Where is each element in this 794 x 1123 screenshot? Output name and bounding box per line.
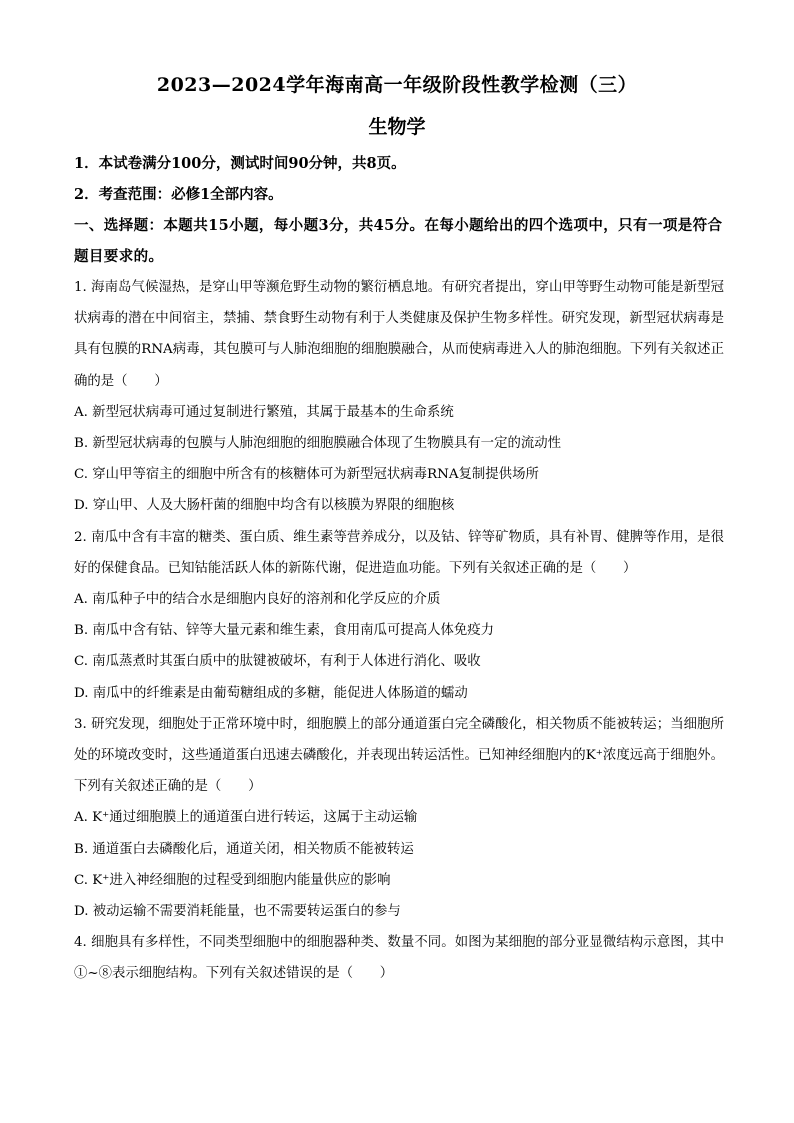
question-stem: 1. 海南岛气候湿热，是穿山甲等濒危野生动物的繁衍栖息地。有研究者提出，穿山甲等野生动物可能是新型冠状病毒的潜在中间宿主，禁捕、禁食野生动物有利于人类健康及保护生物多样性。研究发现，新型冠状病毒是具有包膜的RNA病毒，其包膜可与人肺泡细胞的细胞膜融合，从而使病毒进入人的肺泡细胞。下列有关叙述正确的是（ ） <box>74 280 724 389</box>
exam-note-2: 2．考查范围：必修1全部内容。 <box>74 186 283 203</box>
option-a: A. K⁺通过细胞膜上的通道蛋白进行转运，这属于主动运输 <box>74 810 418 826</box>
question-3 <box>74 709 724 927</box>
option-b: B. 南瓜中含有钴、锌等大量元素和维生素，食用南瓜可提高人体免疫力 <box>74 623 495 639</box>
exam-note-1: 1．本试卷满分100分，测试时间90分钟，共8页。 <box>74 155 406 172</box>
question-stem: 3. 研究发现，细胞处于正常环境中时，细胞膜上的部分通道蛋白完全磷酸化，相关物质不能被转运；当细胞所处的环境改变时，这些通道蛋白迅速去磷酸化，并表现出转运活性。已知神经细胞内的K⁺浓度远高于细胞外。下列有关叙述正确的是（ ） <box>74 716 724 795</box>
exam-title: 2023—2024学年海南高一年级阶段性教学检测（三） <box>156 74 638 96</box>
option-d: D. 被动运输不需要消耗能量，也不需要转运蛋白的参与 <box>74 903 401 919</box>
option-d: D. 南瓜中的纤维素是由葡萄糖组成的多糖，能促进人体肠道的蠕动 <box>74 685 468 701</box>
option-a: A. 新型冠状病毒可通过复制进行繁殖，其属于最基本的生命系统 <box>74 404 454 420</box>
option-c: C. 穿山甲等宿主的细胞中所含有的核糖体可为新型冠状病毒RNA复制提供场所 <box>74 467 539 483</box>
option-a: A. 南瓜种子中的结合水是细胞内良好的溶剂和化学反应的介质 <box>74 591 441 607</box>
question-1 <box>74 272 724 522</box>
exam-subject: 生物学 <box>368 116 426 138</box>
section-heading: 一、选择题：本题共15小题，每小题3分，共45分。在每小题给出的四个选项中，只有一项是符合题目要求的。 <box>74 217 723 265</box>
option-b: B. 通道蛋白去磷酸化后，通道关闭，相关物质不能被转运 <box>74 841 414 857</box>
option-c: C. 南瓜蒸煮时其蛋白质中的肽键被破坏，有利于人体进行消化、吸收 <box>74 654 481 670</box>
option-b: B. 新型冠状病毒的包膜与人肺泡细胞的细胞膜融合体现了生物膜具有一定的流动性 <box>74 436 562 451</box>
question-stem: 2. 南瓜中含有丰富的糖类、蛋白质、维生素等营养成分，以及钴、锌等矿物质，具有补胃、健脾等作用，是很好的保健食品。已知钴能活跃人体的新陈代谢，促进造血功能。下列有关叙述正确的是（ ） <box>74 529 724 576</box>
option-c: C. K⁺进入神经细胞的过程受到细胞内能量供应的影响 <box>74 872 391 888</box>
question-2 <box>74 522 724 709</box>
question-stem: 4. 细胞具有多样性，不同类型细胞中的细胞器种类、数量不同。如图为某细胞的部分亚显微结构示意图，其中①~⑧表示细胞结构。下列有关叙述错误的是（ ） <box>74 935 724 982</box>
exam-body <box>74 148 724 989</box>
question-4 <box>74 927 724 989</box>
option-d: D. 穿山甲、人及大肠杆菌的细胞中均含有以核膜为界限的细胞核 <box>74 498 455 514</box>
